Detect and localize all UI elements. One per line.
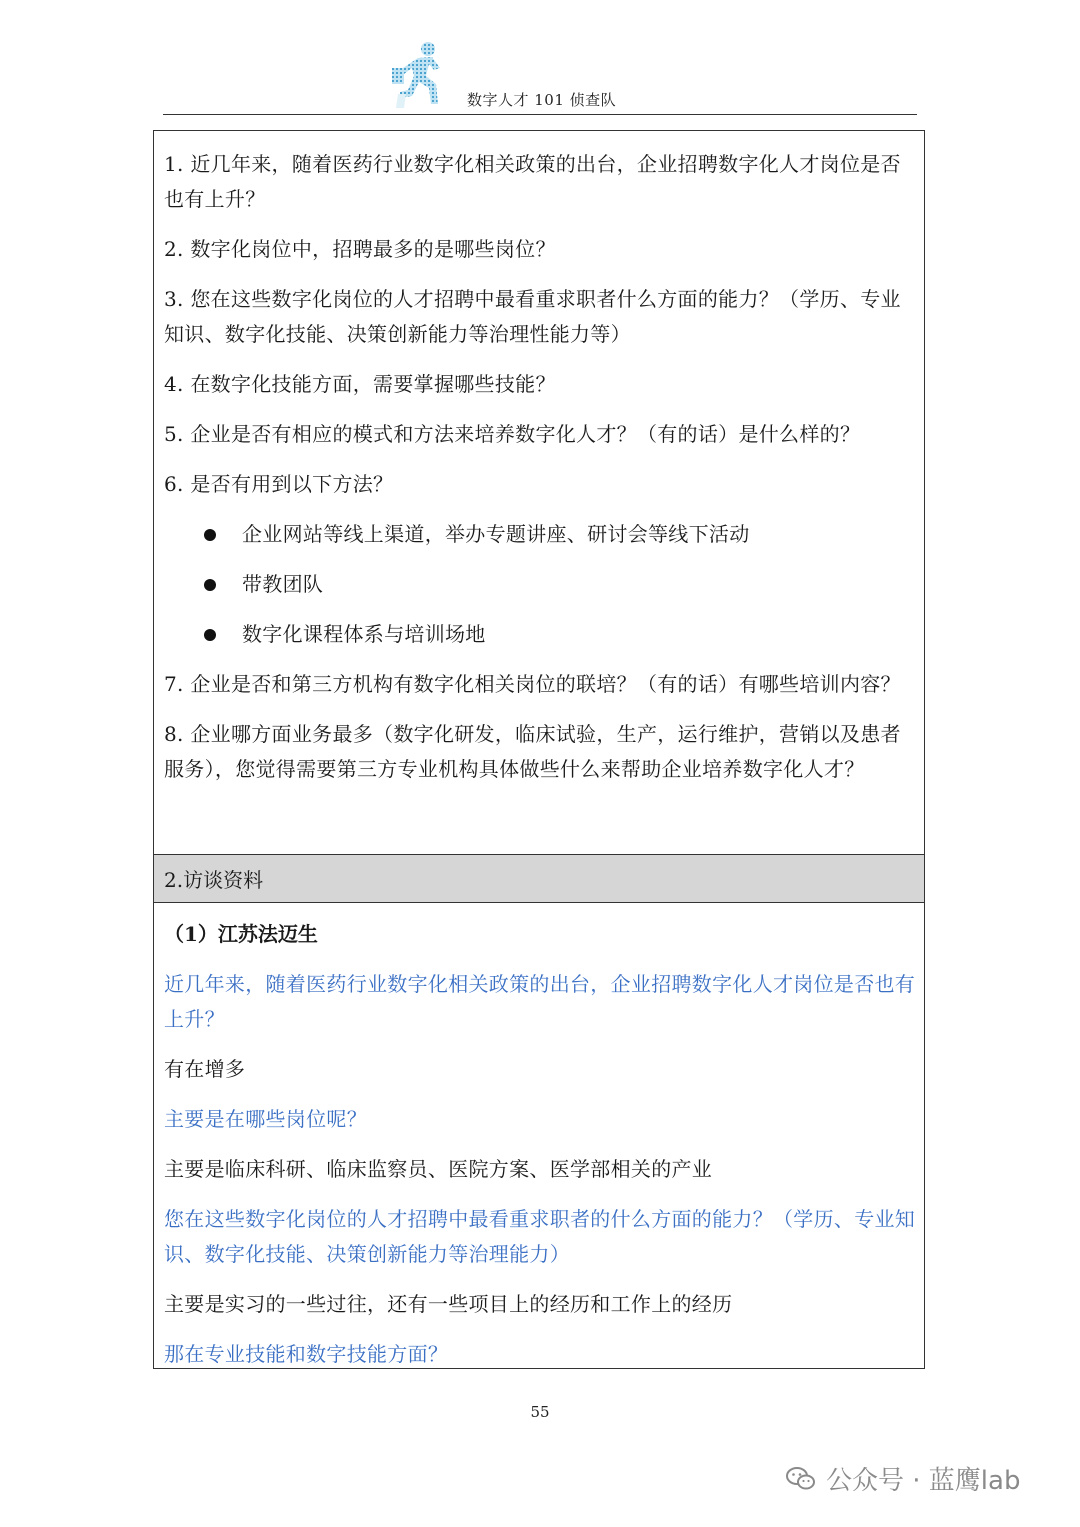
questions-cell bbox=[154, 131, 924, 854]
interview-question: 主要是在哪些岗位呢？ bbox=[164, 1107, 367, 1131]
wechat-icon bbox=[786, 1466, 816, 1492]
interview-answer: 有在增多 bbox=[164, 1057, 246, 1081]
question-7: 7. 企业是否和第三方机构有数字化相关岗位的联培？（有的话）有哪些培训内容？ bbox=[164, 672, 901, 696]
question-2: 2. 数字化岗位中，招聘最多的是哪些岗位？ bbox=[164, 237, 556, 261]
section-header bbox=[154, 854, 924, 903]
watermark-text: 公众号 · 蓝鹰lab bbox=[826, 1466, 1021, 1496]
list-item: 企业网站等线上渠道，举办专题讲座、研讨会等线下活动 bbox=[164, 517, 916, 552]
method-list bbox=[164, 517, 916, 652]
question-5: 5. 企业是否有相应的模式和方法来培养数字化人才？（有的话）是什么样的？ bbox=[164, 422, 861, 446]
interview-cell bbox=[154, 903, 924, 1368]
bullet-icon bbox=[204, 629, 216, 641]
question-4: 4. 在数字化技能方面，需要掌握哪些技能？ bbox=[164, 372, 556, 396]
list-item: 数字化课程体系与培训场地 bbox=[164, 617, 916, 652]
interview-question: 您在这些数字化岗位的人才招聘中最看重求职者的什么方面的能力？（学历、专业知识、数字化技能、决策创新能力等治理能力） bbox=[164, 1207, 916, 1266]
question-8: 8. 企业哪方面业务最多（数字化研发，临床试验，生产，运行维护，营销以及患者服务），您觉得需要第三方专业机构具体做些什么来帮助企业培养数字化人才？ bbox=[164, 722, 901, 781]
page-number: 55 bbox=[530, 1403, 550, 1421]
document-table bbox=[153, 130, 925, 1369]
list-item: 带教团队 bbox=[164, 567, 916, 602]
bullet-icon bbox=[204, 579, 216, 591]
question-1: 1. 近几年来，随着医药行业数字化相关政策的出台，企业招聘数字化人才岗位是否也有上升？ bbox=[164, 152, 901, 211]
bullet-icon bbox=[204, 529, 216, 541]
header-title: 数字人才 101 侦查队 bbox=[467, 91, 617, 109]
section-title: 2.访谈资料 bbox=[164, 868, 264, 892]
watermark bbox=[786, 1460, 1020, 1497]
header-divider bbox=[163, 114, 917, 115]
interview-answer: 主要是实习的一些过往，还有一些项目上的经历和工作上的经历 bbox=[164, 1292, 733, 1316]
interview-subtitle: （1）江苏法迈生 bbox=[164, 922, 318, 946]
question-3: 3. 您在这些数字化岗位的人才招聘中最看重求职者什么方面的能力？（学历、专业知识、数字化技能、决策创新能力等治理性能力等） bbox=[164, 287, 901, 346]
running-figure-logo-icon bbox=[388, 40, 450, 114]
interview-answer: 主要是临床科研、临床监察员、医院方案、医学部相关的产业 bbox=[164, 1157, 713, 1181]
interview-question: 近几年来，随着医药行业数字化相关政策的出台，企业招聘数字化人才岗位是否也有上升？ bbox=[164, 972, 916, 1031]
question-6: 6. 是否有用到以下方法？ bbox=[164, 472, 394, 496]
interview-question: 那在专业技能和数字技能方面？ bbox=[164, 1342, 449, 1366]
